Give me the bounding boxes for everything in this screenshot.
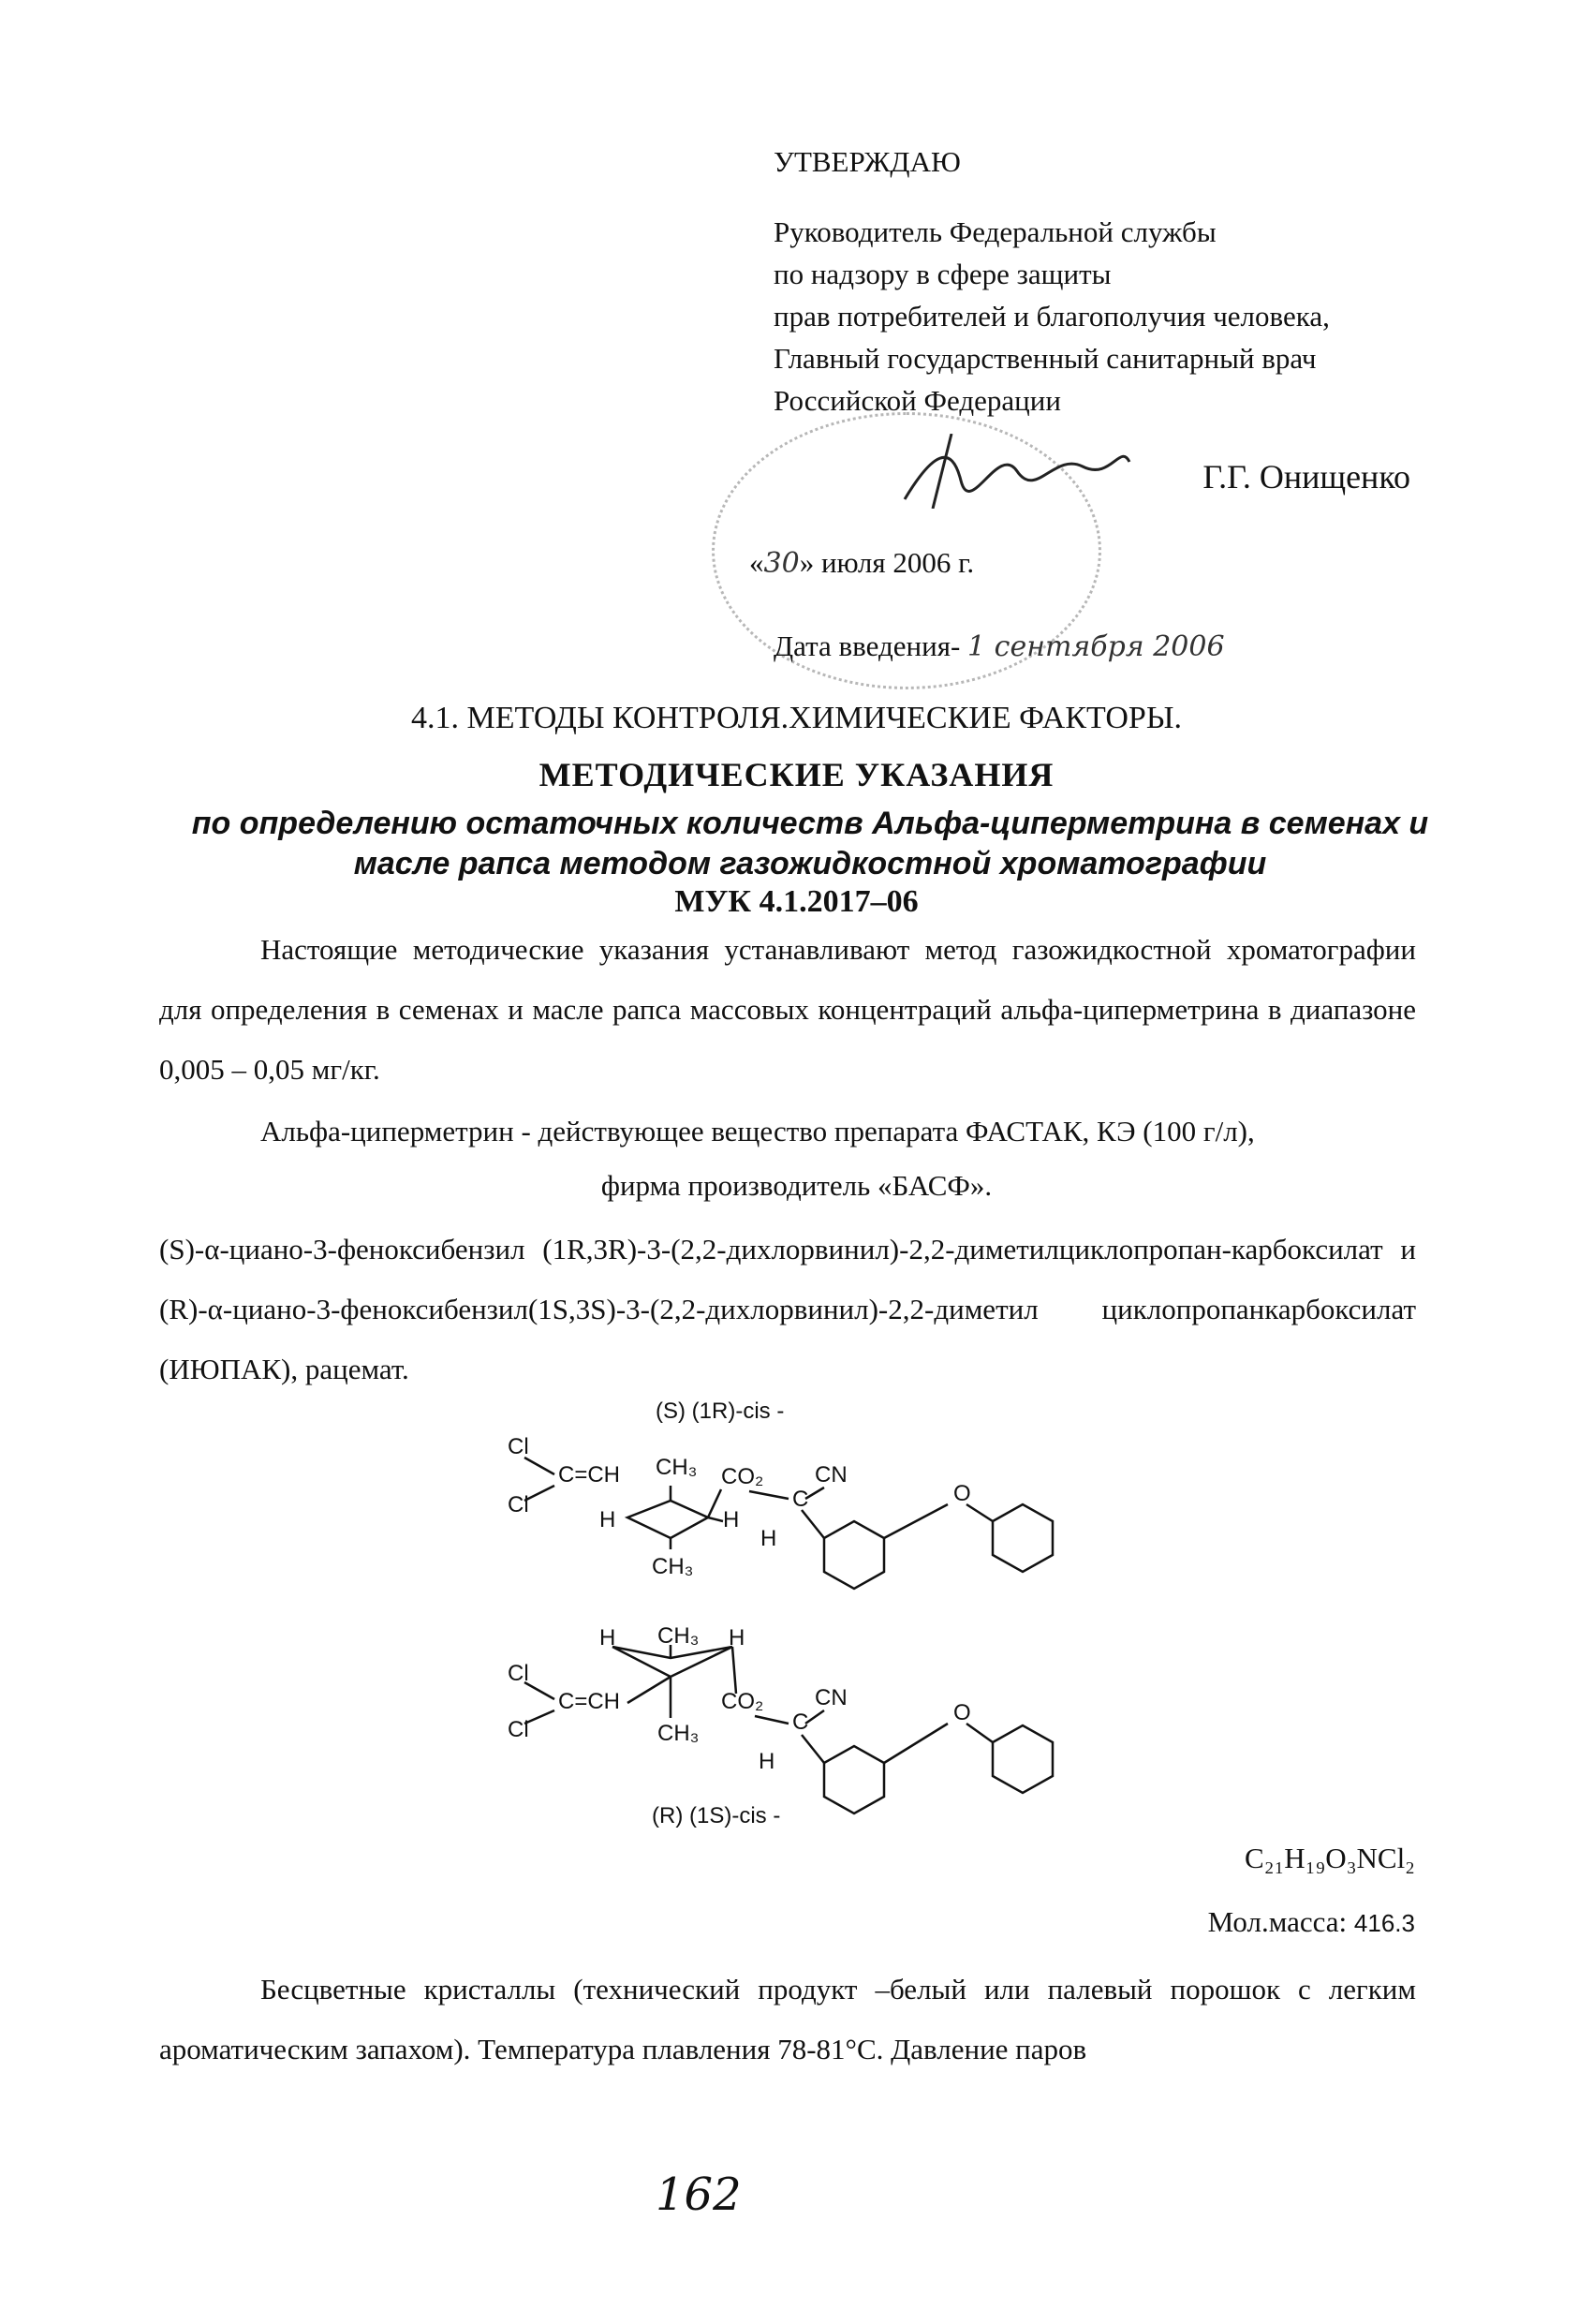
atom-h: H	[599, 1507, 616, 1532]
paragraph-4	[159, 1220, 1416, 1399]
atom-cl: Cl	[508, 1661, 529, 1686]
mass-value: 416.3	[1353, 1909, 1415, 1937]
atom-o: O	[953, 1700, 971, 1725]
atom-h: H	[759, 1749, 775, 1774]
atom-c: C	[792, 1710, 809, 1735]
approval-title: УТВЕРЖДАЮ	[774, 145, 961, 178]
approval-line: Руководитель Федеральной службы	[774, 215, 1217, 248]
atom-ch3: CH₃	[657, 1721, 700, 1746]
date-day-handwritten: 30	[763, 547, 800, 580]
document-code: МУК 4.1.2017–06	[674, 884, 919, 919]
approval-line: прав потребителей и благополучия человека,	[774, 300, 1330, 333]
atom-cn: CN	[815, 1462, 848, 1488]
approval-date: «30» июля 2006 г.	[749, 546, 975, 580]
atom-cl: Cl	[508, 1717, 529, 1742]
chemical-structure	[487, 1396, 1068, 1836]
atom-h: H	[760, 1526, 777, 1551]
mass-label: Мол.масса:	[1207, 1905, 1348, 1938]
signature-scribble	[895, 434, 1139, 509]
section-heading: 4.1. МЕТОДЫ КОНТРОЛЯ.ХИМИЧЕСКИЕ ФАКТОРЫ.	[411, 701, 1182, 735]
molecular-formula: C₂₁H₁₉O₃NCl₂	[1245, 1842, 1415, 1874]
paragraph-2	[159, 1102, 1416, 1162]
intro-date-handwritten: 1 сентября 2006	[967, 630, 1225, 663]
atom-h: H	[729, 1625, 745, 1650]
intro-label: Дата введения-	[774, 629, 961, 662]
paragraph-5	[159, 1960, 1416, 2080]
atom-c: C	[792, 1487, 809, 1512]
atom-cch: C=CH	[558, 1462, 621, 1488]
paragraph-text: Альфа-циперметрин - действующее вещество препарата ФАСТАК, КЭ (100 г/л),	[260, 1115, 1255, 1147]
atom-cl: Cl	[508, 1434, 529, 1459]
paragraph-1	[159, 920, 1416, 1100]
page-number: 162	[656, 2169, 742, 2221]
approval-line: Главный государственный санитарный врач	[774, 342, 1317, 375]
molecular-mass	[1208, 1905, 1415, 1939]
atom-co2: CO₂	[721, 1689, 764, 1714]
atom-h: H	[599, 1625, 616, 1650]
approval-line: по надзору в сфере защиты	[774, 258, 1112, 290]
atom-cch: C=CH	[558, 1689, 621, 1714]
signer-name: Г.Г. Онищенко	[1202, 458, 1410, 496]
isomer-label-bottom: (R) (1S)-cis -	[652, 1803, 781, 1828]
paragraph-3: фирма производитель «БАСФ».	[600, 1169, 993, 1202]
atom-co2: CO₂	[721, 1464, 764, 1489]
atom-cn: CN	[815, 1685, 848, 1710]
atom-cl: Cl	[508, 1492, 529, 1517]
document-subject: по определению остаточных количеств Альфа-циперметрина в семенах и масле рапса методом газожидкостной хроматографии	[191, 806, 1429, 881]
atom-o: O	[953, 1481, 971, 1506]
date-rest: июля 2006 г.	[820, 546, 975, 579]
atom-ch3: CH₃	[652, 1554, 694, 1579]
isomer-label-top: (S) (1R)-cis -	[656, 1399, 785, 1424]
approval-line: Российской Федерации	[774, 384, 1061, 417]
atom-ch3: CH₃	[657, 1623, 700, 1649]
approval-block	[774, 141, 1330, 422]
paragraph-text: Настоящие методические указания устанавливают метод газожидкостной хроматографии для определения в семенах и масле рапса массовых концентраций альфа-циперметрина в диапазоне 0,005 – 0,05 мг/кг.	[159, 933, 1416, 1086]
intro-date	[774, 629, 1225, 663]
atom-ch3: CH₃	[656, 1455, 698, 1480]
paragraph-text: (S)-α-циано-3-феноксибензил (1R,3R)-3-(2,2-дихлорвинил)-2,2-диметилциклопропан-карбоксилат и (R)-α-циано-3-феноксибензил(1S,3S)-3-(2,2-дихлорвинил)-2,2-диметил циклопропанкарбоксилат (ИЮПАК), рацемат.	[159, 1233, 1416, 1385]
document-type: МЕТОДИЧЕСКИЕ УКАЗАНИЯ	[538, 756, 1055, 793]
atom-h: H	[723, 1507, 740, 1532]
paragraph-text: Бесцветные кристаллы (технический продукт –белый или палевый порошок с легким ароматическим запахом). Температура плавления 78-81°C. Давление паров	[159, 1973, 1416, 2065]
